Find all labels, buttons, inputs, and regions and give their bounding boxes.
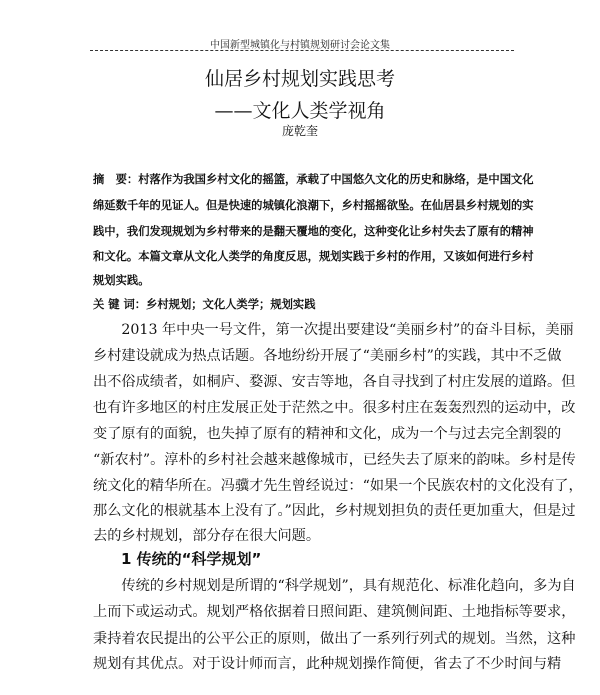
- header-rule: [90, 50, 514, 51]
- paragraph-line: 出不俗成绩者，如桐庐、婺源、安吉等地，各自寻找到了村庄发展的道路。但: [93, 374, 576, 390]
- abstract-line: 和文化。本篇文章从文化人类学的角度反思，规划实践于乡村的作用，又该如何进行乡村: [93, 250, 534, 263]
- paragraph-line: 规划有其优点。对于设计师而言，此种规划操作简便，省去了不少时间与精: [93, 656, 562, 672]
- section-heading: 1 传统的“科学规划”: [121, 550, 262, 568]
- paragraph-line: 上而下或运动式。规划严格依据着日照间距、建筑侧间距、土地指标等要求，: [93, 604, 576, 620]
- paragraph-line: 去的乡村规划，部分存在很大问题。: [93, 528, 321, 544]
- page-subtitle: ——文化人类学视角: [214, 100, 386, 122]
- paragraph-line: 秉持着农民提出的公平公正的原则，做出了一系列行列式的规划。当然，这种: [93, 631, 576, 647]
- keywords: 关 键 词：乡村规划；文化人类学；规划实践: [93, 298, 316, 311]
- paragraph-line: 传统的乡村规划是所谓的“科学规划”，具有规范化、标准化趋向，多为自: [93, 578, 576, 594]
- abstract-line: 规划实践。: [93, 274, 150, 287]
- abstract-line: 践中，我们发现规划为乡村带来的是翻天覆地的变化，这种变化让乡村失去了原有的精神: [93, 225, 534, 238]
- paragraph-line: 2013 年中央一号文件，第一次提出要建设“美丽乡村”的奋斗目标，美丽: [93, 322, 574, 338]
- paragraph-line: 变了原有的面貌，也失掉了原有的精神和文化，成为一个与过去完全割裂的: [93, 426, 562, 442]
- paragraph-line: 那么文化的根就基本上没有了。”因此，乡村规划担负的责任更加重大，但是过: [93, 503, 576, 519]
- abstract-line: 摘 要：村落作为我国乡村文化的摇篮，承载了中国悠久文化的历史和脉络，是中国文化: [93, 173, 534, 186]
- abstract-line: 绵延数千年的见证人。但是快速的城镇化浪潮下，乡村摇摇欲坠。在仙居县乡村规划的实: [93, 199, 534, 212]
- running-header: 中国新型城镇化与村镇规划研讨会论文集: [210, 40, 390, 51]
- paragraph-line: “新农村”。淳朴的乡村社会越来越像城市，已经失去了原来的韵味。乡村是传: [93, 452, 576, 468]
- paragraph-line: 也有许多地区的村庄发展正处于茫然之中。很多村庄在轰轰烈烈的运动中，改: [93, 400, 576, 416]
- paragraph-line: 乡村建设就成为热点话题。各地纷纷开展了“美丽乡村”的实践，其中不乏做: [93, 348, 562, 364]
- page-title: 仙居乡村规划实践思考: [204, 68, 395, 90]
- author: 庞乾奎: [281, 124, 318, 138]
- paragraph-line: 统文化的精华所在。冯骥才先生曾经说过：“如果一个民族农村的文化没有了，: [93, 478, 583, 494]
